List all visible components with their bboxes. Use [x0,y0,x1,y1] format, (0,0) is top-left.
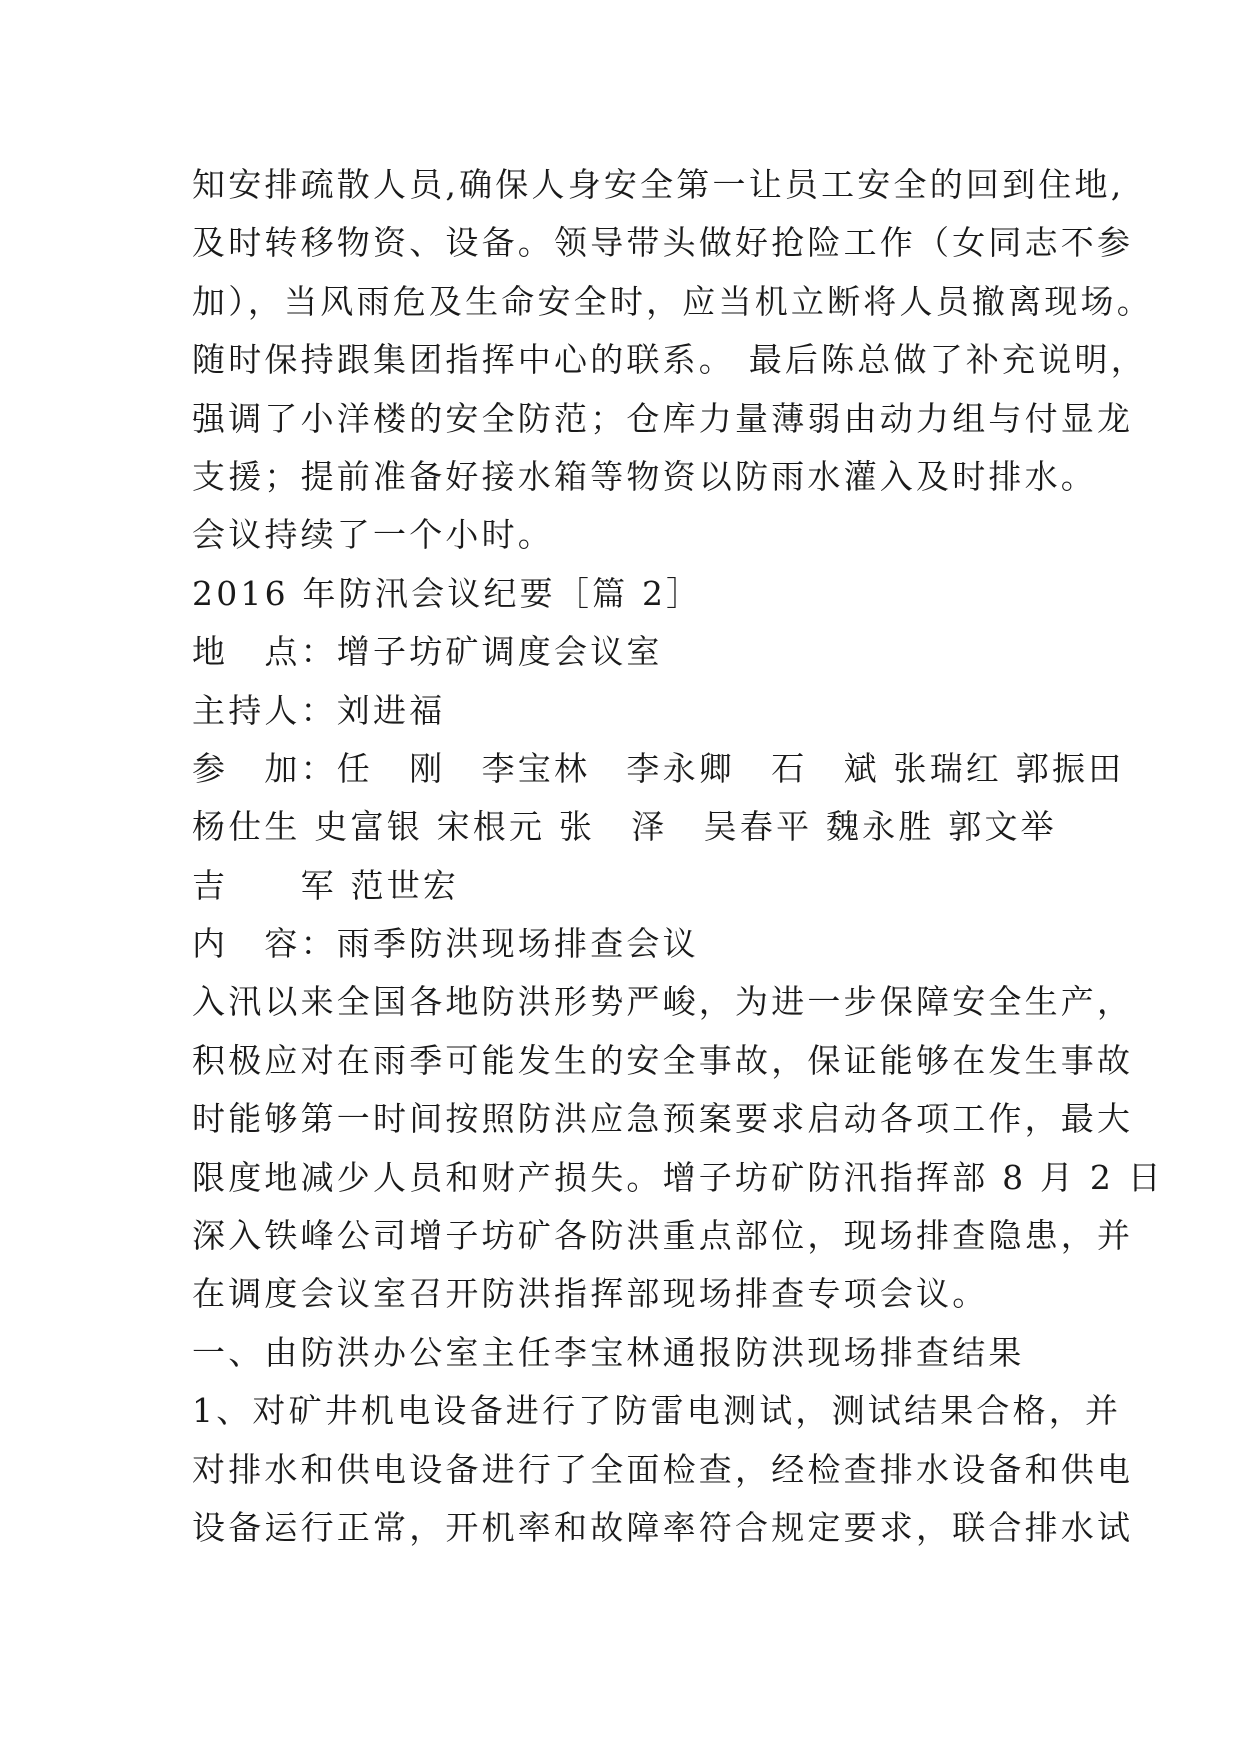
text-line: 会议持续了一个小时。 [192,515,554,555]
text-line: 深入铁峰公司增子坊矿各防洪重点部位，现场排查隐患，并 [192,1216,1134,1256]
text-line: 在调度会议室召开防洪指挥部现场排查专项会议。 [192,1274,989,1314]
text-line: 知安排疏散人员,确保人身安全第一让员工安全的回到住地, [192,165,1125,204]
meeting-host: 主持人：刘进福 [192,690,446,730]
meeting-location: 地 点：增子坊矿调度会议室 [192,632,663,672]
text-line: 加），当风雨危及生命安全时，应当机立断将人员撤离现场。 [192,281,1153,321]
subsection-heading: 一、由防洪办公室主任李宝林通报防洪现场排查结果 [192,1332,1025,1372]
text-line: 时能够第一时间按照防洪应急预案要求启动各项工作，最大 [192,1099,1134,1139]
attendees-line: 杨仕生 史富银 宋根元 张 泽 吴春平 魏永胜 郭文举 [192,807,1057,847]
attendees-line: 吉 军 范世宏 [192,865,460,905]
text-line: 对排水和供电设备进行了全面检查，经检查排水设备和供电 [192,1449,1134,1489]
text-line: 设备运行正常，开机率和故障率符合规定要求，联合排水试 [192,1507,1134,1547]
meeting-content: 内 容：雨季防洪现场排查会议 [192,924,699,964]
text-line: 入汛以来全国各地防洪形势严峻，为进一步保障安全生产， [192,982,1134,1022]
document-body [192,156,1164,1557]
attendees-line: 参 加：任 刚 李宝林 李永卿 石 斌 张瑞红 郭振田 [192,748,1125,788]
section-heading: 2016 年防汛会议纪要［篇 2］ [192,573,703,613]
text-line: 限度地减少人员和财产损失。增子坊矿防汛指挥部 8 月 2 日 [192,1157,1164,1197]
text-line: 及时转移物资、设备。领导带头做好抢险工作（女同志不参 [192,223,1134,263]
text-line: 1、对矿井机电设备进行了防雷电测试，测试结果合格，并 [192,1391,1122,1431]
text-line: 随时保持跟集团指挥中心的联系。 最后陈总做了补充说明， [192,340,1147,380]
text-line: 强调了小洋楼的安全防范；仓库力量薄弱由动力组与付显龙 [192,398,1134,438]
text-line: 积极应对在雨季可能发生的安全事故，保证能够在发生事故 [192,1040,1134,1080]
text-line: 支援；提前准备好接水箱等物资以防雨水灌入及时排水。 [192,456,1097,496]
